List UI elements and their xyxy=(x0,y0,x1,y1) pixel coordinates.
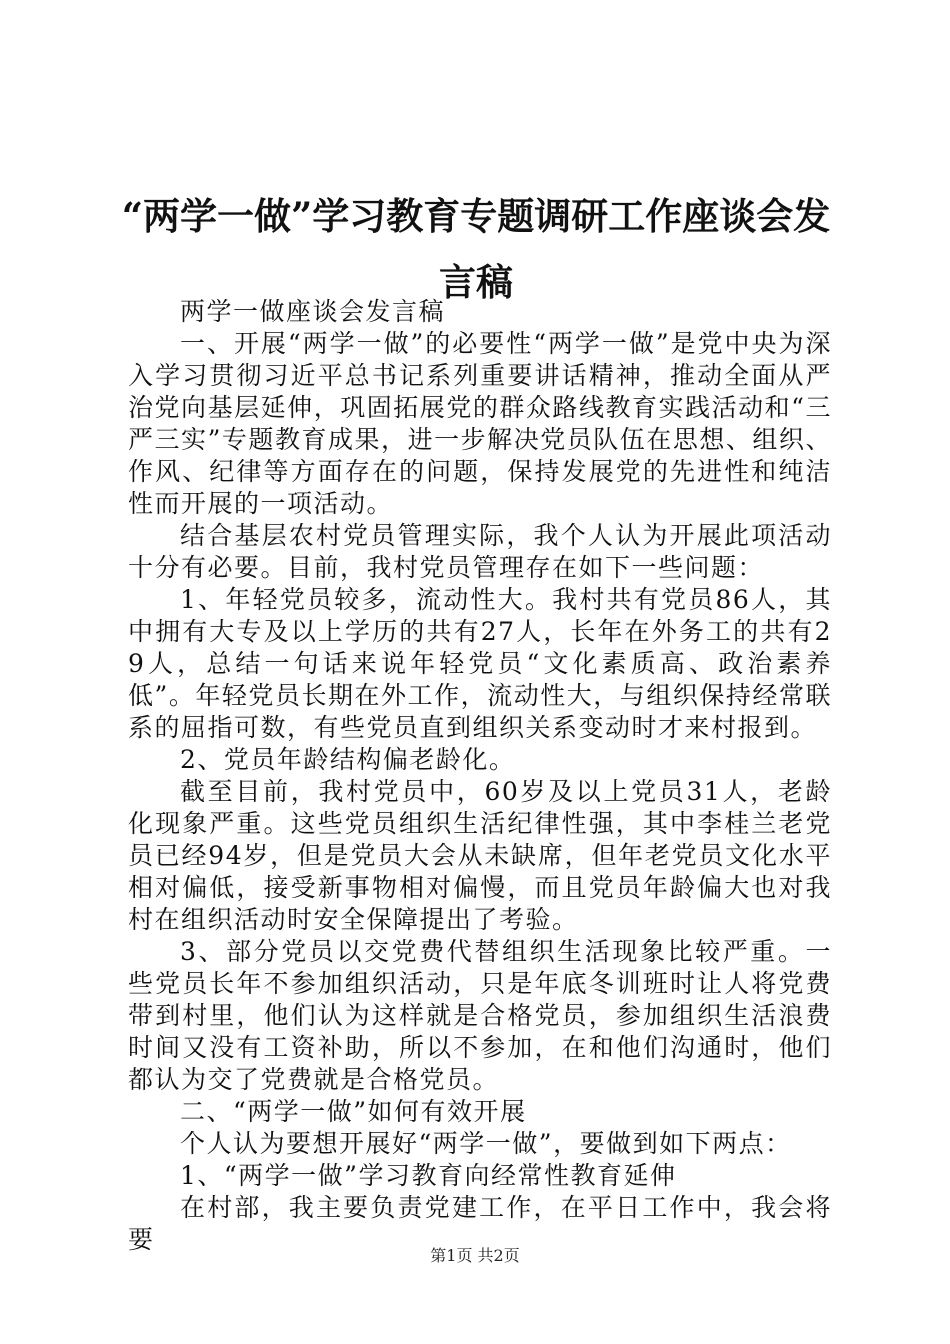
document-body xyxy=(128,296,832,1256)
paragraph-5: 2、党员年龄结构偏老龄化。 xyxy=(180,745,516,774)
paragraph-10: 1、“两学一做”学习教育向经常性教育延伸 xyxy=(180,1161,677,1190)
paragraph-4: 1、年轻党员较多，流动性大。我村共有党员86人，其中拥有大专及以上学历的共有27人，长年在外务工的共有29人，总结一句话来说年轻党员“文化素质高、政治素养低”。年轻党员长期在外工作，流动性大，与组织保持经常联系的屈指可数，有些党员直到组织关系变动时才来村报到。 xyxy=(128,585,832,742)
paragraph-8: 二、“两学一做”如何有效开展 xyxy=(180,1097,527,1126)
document-title: “两学一做”学习教育专题调研工作座谈会发言稿 xyxy=(121,193,831,304)
page-footer: 第1页 共2页 xyxy=(430,1246,520,1265)
paragraph-7: 3、部分党员以交党费代替组织生活现象比较严重。一些党员长年不参加组织活动，只是年底冬训班时让人将党费带到村里，他们认为这样就是合格党员，参加组织生活浪费时间又没有工资补助，所以不参加，在和他们沟通时，他们都认为交了党费就是合格党员。 xyxy=(128,937,832,1094)
paragraph-11: 在村部，我主要负责党建工作，在平日工作中，我会将要 xyxy=(128,1193,832,1254)
paragraph-9: 个人认为要想开展好“两学一做”，要做到如下两点： xyxy=(180,1129,792,1158)
paragraph-2: 一、开展“两学一做”的必要性“两学一做”是党中央为深入学习贯彻习近平总书记系列重要讲话精神，推动全面从严治党向基层延伸，巩固拓展党的群众路线教育实践活动和“三严三实”专题教育成果，进一步解决党员队伍在思想、组织、作风、纪律等方面存在的问题，保持发展党的先进性和纯洁性而开展的一项活动。 xyxy=(128,329,832,518)
paragraph-1: 两学一做座谈会发言稿 xyxy=(180,297,446,326)
paragraph-6: 截至目前，我村党员中，60岁及以上党员31人，老龄化现象严重。这些党员组织生活纪律性强，其中李桂兰老党员已经94岁，但是党员大会从未缺席，但年老党员文化水平相对偏低，接受新事物相对偏慢，而且党员年龄偏大也对我村在组织活动时安全保障提出了考验。 xyxy=(128,777,832,934)
paragraph-3: 结合基层农村党员管理实际，我个人认为开展此项活动十分有必要。目前，我村党员管理存在如下一些问题： xyxy=(128,521,832,582)
